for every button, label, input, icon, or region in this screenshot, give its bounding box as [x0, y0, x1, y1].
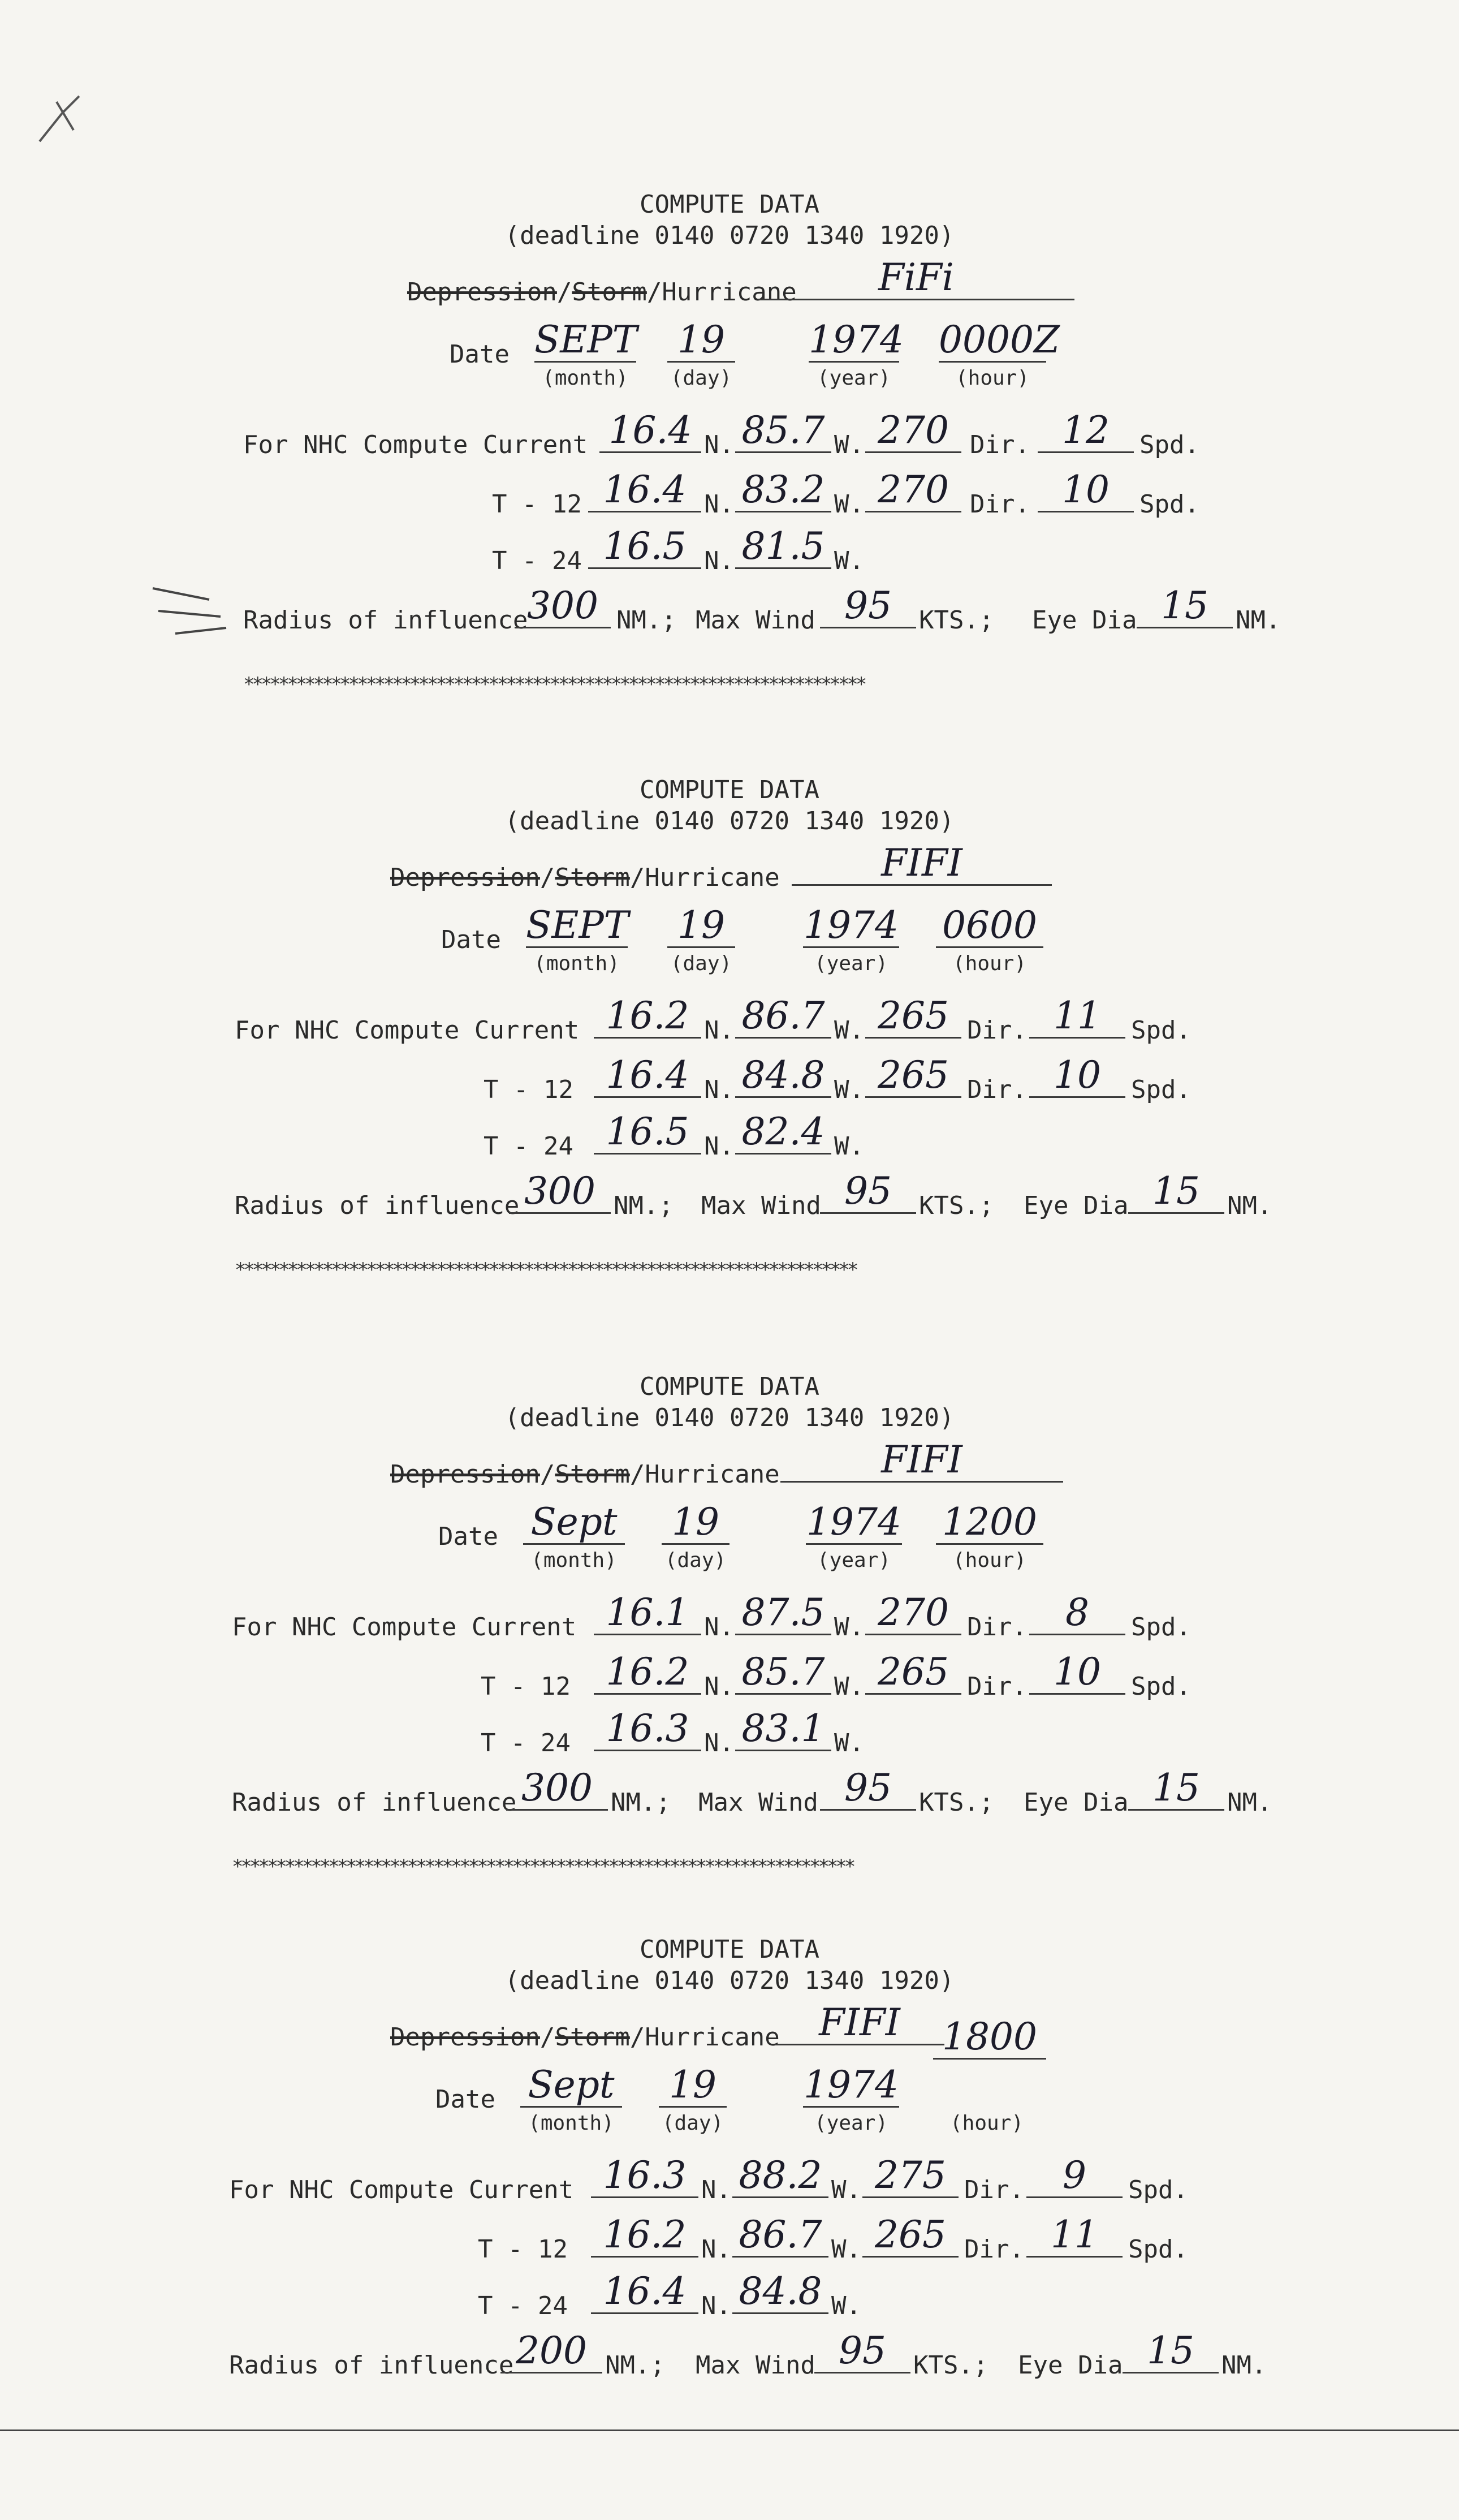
storm-struck: Storm [572, 278, 647, 307]
storm-type-label: Depression/Storm/Hurricane [407, 278, 797, 307]
storm-struck: Storm [555, 863, 630, 892]
year-field: 1974 [804, 2063, 899, 2107]
storm-struck: Storm [555, 2023, 630, 2052]
year-field: 1974 [806, 1500, 901, 1544]
form-title: COMPUTE DATA [640, 1935, 819, 1964]
compute-current-label: For NHC Compute Current [232, 1613, 577, 1642]
radius-field: 300 [515, 594, 611, 628]
compute-current-label: For NHC Compute Current [235, 1016, 580, 1045]
current-lat-field: 16.2 [594, 1004, 701, 1039]
day-caption: (day) [662, 2112, 724, 2135]
depression-struck: Depression [390, 863, 540, 892]
current-lat-field: 16.3 [591, 2164, 698, 2198]
year-field: 1974 [809, 318, 904, 361]
day-caption: (day) [664, 1549, 727, 1572]
current-lon-field: 85.7 [735, 419, 831, 453]
eye-dia-field: 15 [1137, 594, 1233, 628]
compute-data-form-2: COMPUTE DATA (deadline 0140 0720 1340 1920) Depression/Storm/Hurricane FIFI Date SEPT 19 1974 0600 (month) (day) (year) (hour) For NHC Compute Current 16.2 N. 86.7 W. 265 Dir. 11 Spd. T - 12 16.4 N. 84.8 W. 265 Dir. 10 Spd. T - 24 16.5 N. 82.4 W. Radius of influence 300 NM.; Max Wind 95 KTS.; Eye Dia 15 NM. *********************************************************************** [0, 772, 1459, 1360]
max-wind-field: 95 [820, 1179, 916, 1214]
separator: *********************************************************************** [235, 1259, 856, 1281]
eye-dia-field: 15 [1123, 2339, 1219, 2373]
max-wind-label: Max Wind [698, 1788, 818, 1817]
day-field: 19 [667, 328, 735, 363]
hurricane-label: /Hurricane [629, 1460, 780, 1489]
t12-lat-field: 16.4 [594, 1063, 701, 1098]
t24-label: T - 24 [478, 2291, 568, 2320]
eye-dia-label: Eye Dia [1024, 1788, 1129, 1817]
t12-lon-field: 86.7 [732, 2223, 828, 2258]
deadline-line: (deadline 0140 0720 1340 1920) [504, 807, 955, 835]
hurricane-label: /Hurricane [629, 2023, 780, 2052]
current-lon-field: 88.2 [732, 2164, 828, 2198]
month-field: SEPT [526, 903, 629, 947]
depression-struck: Depression [407, 278, 557, 307]
t24-label: T - 24 [492, 546, 582, 575]
current-dir-field: 265 [865, 1004, 961, 1039]
hurricane-label: /Hurricane [646, 278, 797, 307]
t12-dir-field: 265 [865, 1063, 961, 1098]
storm-name-field: FIFI [775, 2011, 944, 2045]
bracket-mark-icon [141, 577, 232, 645]
max-wind-label: Max Wind [696, 606, 815, 635]
current-spd-field: 8 [1029, 1601, 1125, 1635]
t12-spd-field: 10 [1029, 1660, 1125, 1695]
compute-current-label: For NHC Compute Current [229, 2176, 574, 2204]
current-lon-field: 87.5 [735, 1601, 831, 1635]
t12-dir-field: 270 [865, 478, 961, 512]
month-field: Sept [520, 2073, 622, 2108]
form-title: COMPUTE DATA [640, 190, 819, 219]
current-lat-field: 16.4 [599, 419, 701, 453]
t12-label: T - 12 [478, 2235, 568, 2264]
radius-label: Radius of influence [235, 1191, 520, 1220]
year-caption: (year) [817, 367, 891, 390]
year-caption: (year) [814, 952, 888, 975]
t12-spd-field: 10 [1029, 1063, 1125, 1098]
max-wind-label: Max Wind [696, 2351, 815, 2380]
hour-field: 1200 [936, 1510, 1043, 1545]
storm-type-label: Depression/Storm/Hurricane [390, 1460, 780, 1489]
eye-dia-field: 15 [1128, 1179, 1224, 1214]
t12-lon-field: 83.2 [735, 478, 831, 512]
month-field: Sept [523, 1510, 625, 1545]
hour-field: 0600 [936, 914, 1043, 948]
current-dir-field: 270 [865, 1601, 961, 1635]
deadline-line: (deadline 0140 0720 1340 1920) [504, 1966, 955, 1995]
hour-caption: (hour) [955, 367, 1030, 390]
t12-label: T - 12 [484, 1075, 573, 1104]
current-spd-field: 9 [1026, 2164, 1123, 2198]
hurricane-label: /Hurricane [629, 863, 780, 892]
current-dir-field: 275 [862, 2164, 959, 2198]
form-title: COMPUTE DATA [640, 776, 819, 804]
day-field: 19 [667, 914, 735, 948]
max-wind-field: 95 [814, 2339, 910, 2373]
storm-type-label: Depression/Storm/Hurricane [390, 863, 780, 892]
month-caption: (month) [531, 1549, 617, 1572]
depression-struck: Depression [390, 1460, 540, 1489]
radius-field: 300 [506, 1776, 608, 1811]
date-label: Date [435, 2085, 495, 2114]
t12-label: T - 12 [481, 1672, 571, 1701]
month-caption: (month) [534, 952, 620, 975]
t12-lat-field: 16.4 [588, 478, 701, 512]
eye-dia-label: Eye Dia [1032, 606, 1137, 635]
day-field: 19 [662, 1510, 730, 1545]
t24-label: T - 24 [481, 1729, 571, 1757]
t12-lat-field: 16.2 [594, 1660, 701, 1695]
day-field: 19 [659, 2073, 727, 2108]
t24-lon-field: 83.1 [735, 1717, 831, 1751]
year-field: 1974 [804, 903, 899, 947]
radius-label: Radius of influence [243, 606, 528, 635]
page-bottom-rule [0, 2429, 1459, 2431]
current-dir-field: 270 [865, 419, 961, 453]
t12-lon-field: 84.8 [735, 1063, 831, 1098]
eye-dia-label: Eye Dia [1024, 1191, 1129, 1220]
max-wind-field: 95 [820, 1776, 916, 1811]
t12-lon-field: 85.7 [735, 1660, 831, 1695]
year-caption: (year) [817, 1549, 891, 1572]
current-spd-field: 11 [1029, 1004, 1125, 1039]
deadline-line: (deadline 0140 0720 1340 1920) [504, 1403, 955, 1432]
compute-current-label: For NHC Compute Current [243, 430, 588, 459]
t24-lat-field: 16.5 [594, 1120, 701, 1155]
deadline-line: (deadline 0140 0720 1340 1920) [504, 221, 955, 250]
t12-dir-field: 265 [862, 2223, 959, 2258]
hour-caption: (hour) [949, 2112, 1024, 2135]
separator: *********************************************************************** [243, 673, 865, 696]
compute-data-form-1: COMPUTE DATA (deadline 0140 0720 1340 1920) Depression/Storm/Hurricane FiFi Date SEPT 19 1974 0000Z (month) (day) (year) (hour) For NHC Compute Current 16.4 N. 85.7 W. 270 Dir. 12 Spd. T - 12 16.4 N. 83.2 W. 270 Dir. 10 Spd. T - 24 16.5 N. 81.5 W. Radius of influence 300 NM.; Max Wind 95 KTS.; Eye Dia 15 NM. *********************************************************************** [0, 187, 1459, 775]
hour-caption: (hour) [952, 952, 1027, 975]
storm-name-field: FiFi [758, 266, 1074, 300]
t12-dir-field: 265 [865, 1660, 961, 1695]
month-caption: (month) [542, 367, 628, 390]
year-caption: (year) [814, 2112, 888, 2135]
eye-dia-label: Eye Dia [1018, 2351, 1123, 2380]
storm-name-field: FIFI [780, 1448, 1063, 1483]
t24-lon-field: 84.8 [732, 2280, 828, 2314]
t24-label: T - 24 [484, 1132, 573, 1161]
date-label: Date [438, 1522, 498, 1551]
compute-data-form-3: COMPUTE DATA (deadline 0140 0720 1340 1920) Depression/Storm/Hurricane FIFI Date Sept 19 1974 1200 (month) (day) (year) (hour) For NHC Compute Current 16.1 N. 87.5 W. 270 Dir. 8 Spd. T - 12 16.2 N. 85.7 W. 265 Dir. 10 Spd. T - 24 16.3 N. 83.1 W. Radius of influence 300 NM.; Max Wind 95 KTS.; Eye Dia 15 NM. *********************************************************************** [0, 1369, 1459, 1957]
t24-lat-field: 16.3 [594, 1717, 701, 1751]
max-wind-label: Max Wind [701, 1191, 821, 1220]
storm-struck: Storm [555, 1460, 630, 1489]
compute-data-form-4: COMPUTE DATA (deadline 0140 0720 1340 1920) Depression/Storm/Hurricane FIFI Date Sept 19 1974 1800 (month) (day) (year) (hour) For NHC Compute Current 16.3 N. 88.2 W. 275 Dir. 9 Spd. T - 12 16.2 N. 86.7 W. 265 Dir. 11 Spd. T - 24 16.4 N. 84.8 W. Radius of influence 200 NM.; Max Wind 95 KTS.; Eye Dia 15 NM. [0, 1932, 1459, 2520]
radius-label: Radius of influence [229, 2351, 514, 2380]
storm-type-label: Depression/Storm/Hurricane [390, 2023, 780, 2052]
t12-spd-field: 11 [1026, 2223, 1123, 2258]
day-caption: (day) [670, 367, 732, 390]
day-caption: (day) [670, 952, 732, 975]
month-field: SEPT [534, 318, 637, 361]
t24-lon-field: 81.5 [735, 535, 831, 569]
max-wind-field: 95 [820, 594, 916, 628]
storm-name-field: FIFI [792, 851, 1052, 886]
hour-field: 0000Z [939, 318, 1060, 361]
date-label: Date [450, 340, 510, 369]
month-caption: (month) [528, 2112, 614, 2135]
eye-dia-field: 15 [1128, 1776, 1224, 1811]
depression-struck: Depression [390, 2023, 540, 2052]
separator: *********************************************************************** [232, 1855, 853, 1878]
current-lon-field: 86.7 [735, 1004, 831, 1039]
hour-field: 1800 [933, 2025, 1046, 2060]
date-label: Date [441, 925, 501, 954]
radius-field: 300 [509, 1179, 611, 1214]
t24-lat-field: 16.4 [591, 2280, 698, 2314]
t24-lon-field: 82.4 [735, 1120, 831, 1155]
t12-spd-field: 10 [1038, 478, 1134, 512]
radius-label: Radius of influence [232, 1788, 517, 1817]
t24-lat-field: 16.5 [588, 535, 701, 569]
current-spd-field: 12 [1038, 419, 1134, 453]
t12-label: T - 12 [492, 490, 582, 519]
scan-mark-icon [28, 79, 96, 158]
hour-caption: (hour) [952, 1549, 1027, 1572]
current-lat-field: 16.1 [594, 1601, 701, 1635]
radius-field: 200 [500, 2339, 602, 2373]
form-title: COMPUTE DATA [640, 1372, 819, 1401]
t12-lat-field: 16.2 [591, 2223, 698, 2258]
